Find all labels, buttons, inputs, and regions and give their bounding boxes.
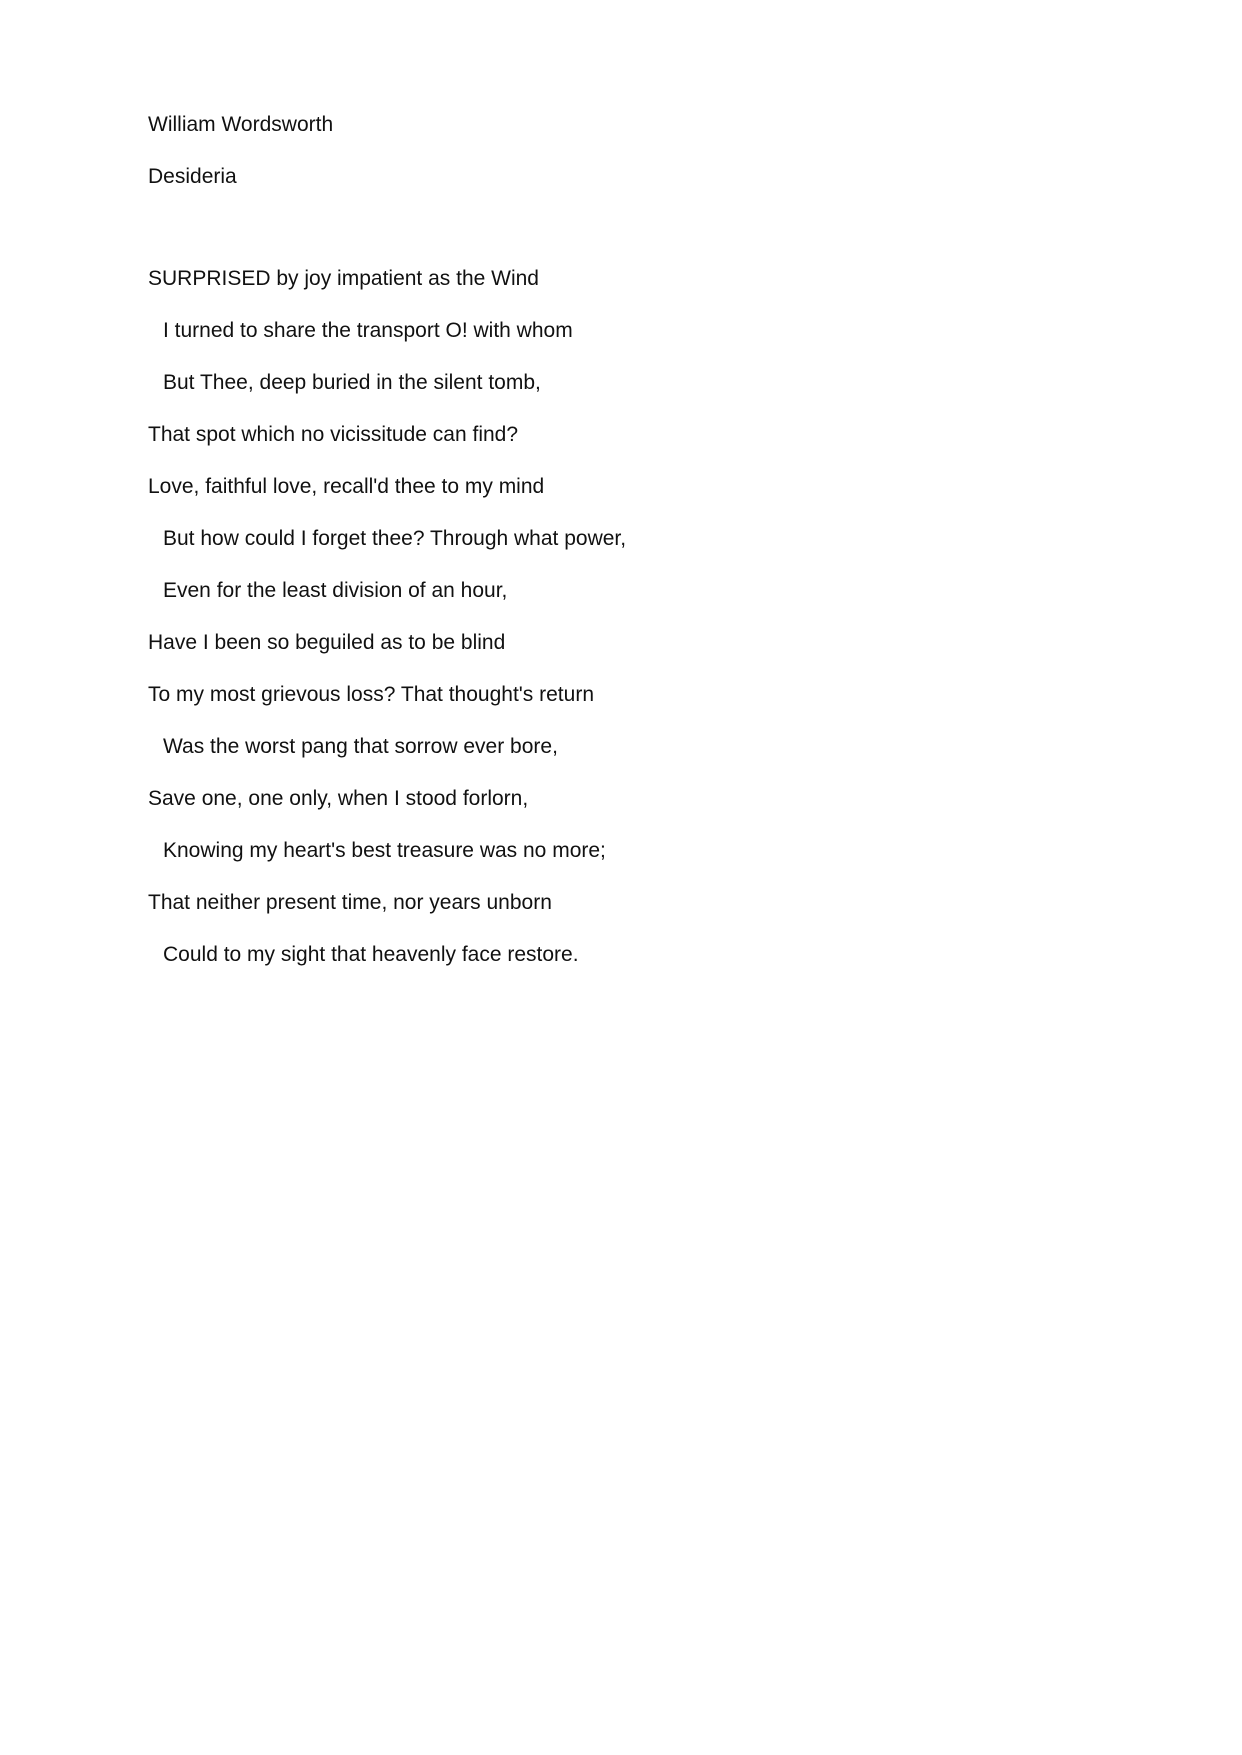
poem-line-3: But Thee, deep buried in the silent tomb, — [163, 371, 541, 394]
poem-line-6: But how could I forget thee? Through what power, — [163, 527, 627, 550]
poem-line-14: Could to my sight that heavenly face restore. — [163, 943, 579, 966]
author-name: William Wordsworth — [148, 113, 334, 136]
poem-line-2: I turned to share the transport O! with whom — [163, 319, 573, 342]
poem-line-12: Knowing my heart's best treasure was no more; — [163, 839, 606, 862]
poem-line-13: That neither present time, nor years unborn — [148, 891, 552, 914]
poem-line-10: Was the worst pang that sorrow ever bore, — [163, 735, 558, 758]
poem-line-7: Even for the least division of an hour, — [163, 579, 508, 602]
poem-line-8: Have I been so beguiled as to be blind — [148, 631, 506, 654]
poem-line-11: Save one, one only, when I stood forlorn, — [148, 787, 529, 810]
poem-line-4: That spot which no vicissitude can find? — [148, 423, 519, 446]
poem-line-9: To my most grievous loss? That thought's return — [148, 683, 594, 706]
poem-line-5: Love, faithful love, recall'd thee to my mind — [148, 475, 545, 498]
poem-line-1: SURPRISED by joy impatient as the Wind — [148, 267, 539, 290]
poem-title: Desideria — [148, 165, 237, 188]
